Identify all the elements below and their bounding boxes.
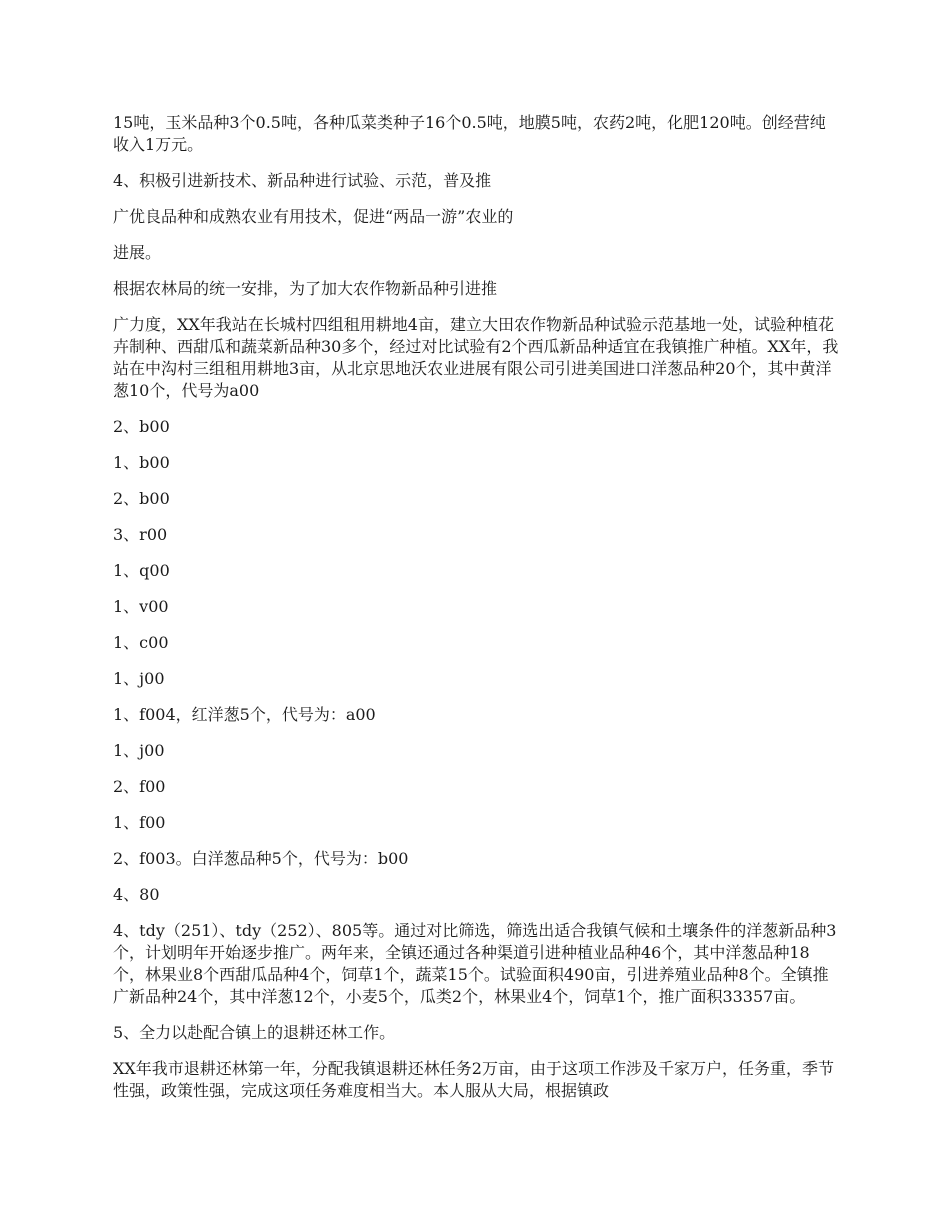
paragraph: 2、f00 (113, 777, 166, 796)
paragraph: 根据农林局的统一安排，为了加大农作物新品种引进推 (113, 279, 498, 298)
paragraph: 15吨，玉米品种3个0.5吨，各种瓜菜类种子16个0.5吨，地膜5吨，农药2吨，化肥120吨。创经营纯收入1万元。 (113, 113, 826, 154)
paragraph: 1、v00 (113, 597, 169, 616)
paragraph: 1、f00 (113, 813, 166, 832)
paragraph: 2、b00 (113, 489, 170, 508)
paragraph: 5、全力以赴配合镇上的退耕还林工作。 (113, 1023, 396, 1042)
paragraph: 1、j00 (113, 669, 165, 688)
paragraph: 1、q00 (113, 561, 170, 580)
paragraph: 1、b00 (113, 453, 170, 472)
paragraph: 广力度，XX年我站在长城村四组租用耕地4亩，建立大田农作物新品种试验示范基地一处，试验种植花卉制种、西甜瓜和蔬菜新品种30多个，经过对比试验有2个西瓜新品种适宜在我镇推广种植。XX年，我站在中沟村三组租用耕地3亩，从北京思地沃农业进展有限公司引进美国进口洋葱品种20个，其中黄洋葱10个，代号为a00 (113, 315, 839, 400)
paragraph: 4、80 (113, 885, 160, 904)
paragraph: 1、f004，红洋葱5个，代号为：a00 (113, 705, 376, 724)
paragraph: 进展。 (113, 243, 162, 262)
paragraph: 广优良品种和成熟农业有用技术，促进“两品一游”农业的 (113, 207, 514, 226)
paragraph: 4、tdy（251）、tdy（252）、805等。通过对比筛选，筛选出适合我镇气候和土壤条件的洋葱新品种3个，计划明年开始逐步推广。两年来，全镇还通过各种渠道引进种植业品种46个，其中洋葱品种18个，林果业8个西甜瓜品种4个，饲草1个，蔬菜15个。试验面积490亩，引进养殖业品种8个。全镇推广新品种24个，其中洋葱12个，小麦5个，瓜类2个，林果业4个，饲草1个，推广面积33357亩。 (113, 921, 837, 1006)
document-body (113, 112, 841, 1116)
paragraph: 1、c00 (113, 633, 169, 652)
paragraph: 3、r00 (113, 525, 168, 544)
paragraph: 2、f003。白洋葱品种5个，代号为：b00 (113, 849, 409, 868)
paragraph: 2、b00 (113, 417, 170, 436)
paragraph: XX年我市退耕还林第一年，分配我镇退耕还林任务2万亩，由于这项工作涉及千家万户，任务重，季节性强，政策性强，完成这项任务难度相当大。本人服从大局，根据镇政 (113, 1059, 834, 1100)
paragraph: 4、积极引进新技术、新品种进行试验、示范，普及推 (113, 171, 492, 190)
paragraph: 1、j00 (113, 741, 165, 760)
